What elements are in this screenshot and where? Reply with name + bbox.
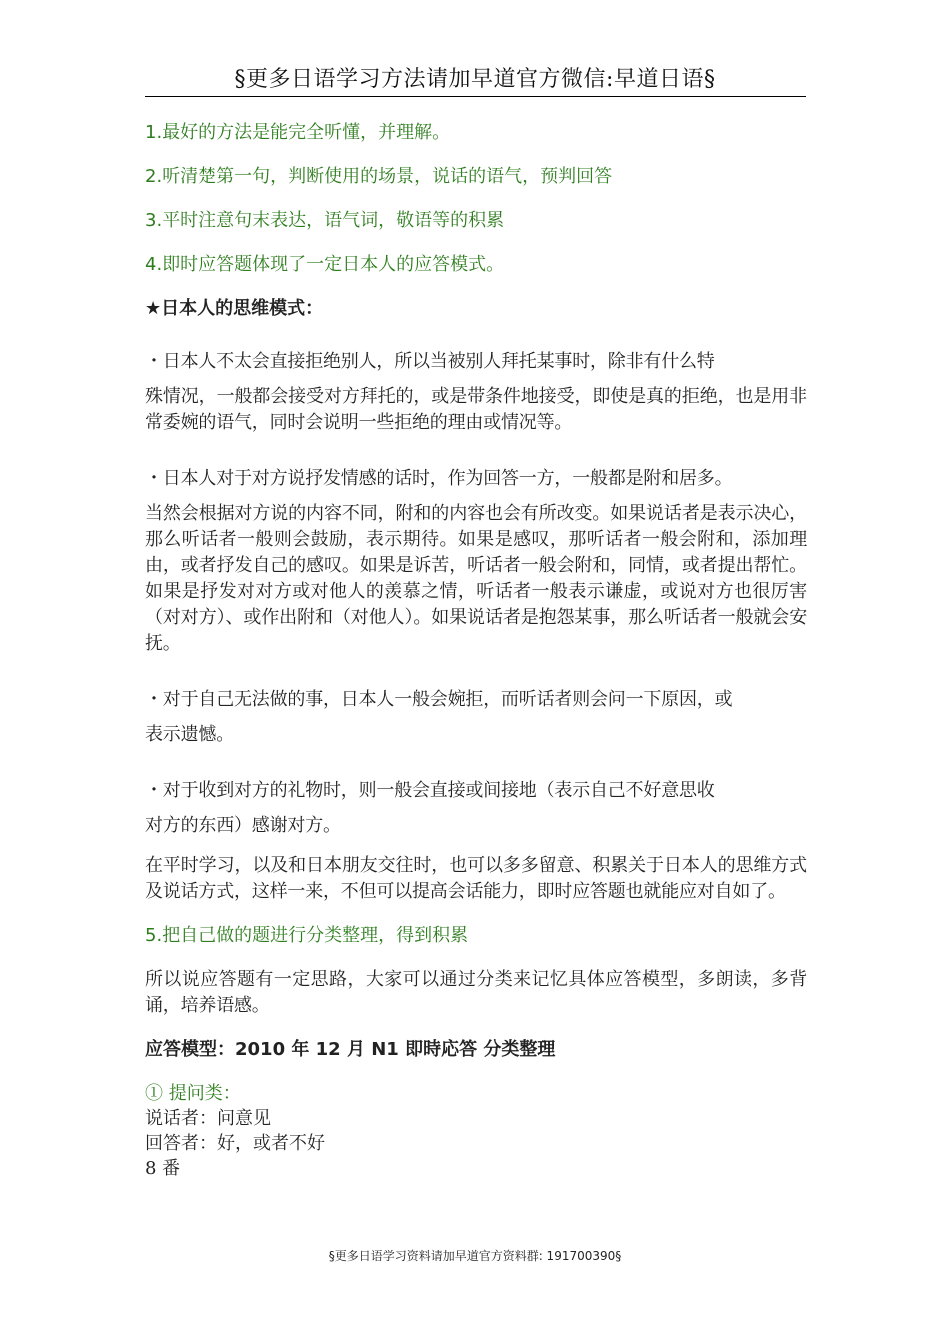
tip-text: 最好的方法是能完全听懂，并理解。	[162, 122, 451, 143]
tip-number: 2.	[145, 166, 163, 187]
tip-number: 1.	[145, 122, 163, 143]
tip-number: 5.	[145, 925, 163, 946]
model-item-number: 8 番	[145, 1158, 181, 1179]
tip-item	[145, 164, 807, 190]
model-speaker: 说话者：问意见	[145, 1108, 271, 1129]
page-header: §更多日语学习方法请加早道官方微信:早道日语§	[234, 67, 716, 92]
thinking-lead: ・日本人对于对方说抒发情感的话时，作为回答一方，一般都是附和居多。	[145, 468, 733, 489]
thinking-heading: ★日本人的思维模式：	[145, 298, 324, 319]
header-divider	[145, 96, 806, 97]
conclusion-text: 所以说应答题有一定思路，大家可以通过分类来记忆具体应答模型，多朗读，多背诵，培养语感。	[145, 969, 807, 1016]
thinking-text: 对方的东西）感谢对方。	[145, 815, 341, 836]
thinking-summary: 在平时学习，以及和日本朋友交往时，也可以多多留意、积累关于日本人的思维方式及说话方式，这样一来，不但可以提高会话能力，即时应答题也就能应对自如了。	[145, 855, 807, 902]
thinking-lead: ・日本人不太会直接拒绝别人，所以当被别人拜托某事时，除非有什么特	[145, 351, 715, 372]
tip-item	[145, 120, 807, 146]
page-footer: §更多日语学习资料请加早道官方资料群: 191700390§	[328, 1249, 622, 1263]
tip-item	[145, 923, 807, 949]
tip-text: 即时应答题体现了一定日本人的应答模式。	[162, 254, 505, 275]
thinking-lead: ・对于自己无法做的事，日本人一般会婉拒，而听话者则会问一下原因，或	[145, 689, 733, 710]
model-section	[145, 1081, 807, 1181]
tip-item	[145, 252, 807, 278]
tip-number: 3.	[145, 210, 163, 231]
thinking-text: 殊情况，一般都会接受对方拜托的，或是带条件地接受，即使是真的拒绝，也是用非常委婉的语气，同时会说明一些拒绝的理由或情况等。	[145, 386, 807, 433]
model-category: ① 提问类：	[145, 1083, 241, 1104]
thinking-paragraph	[145, 466, 807, 657]
thinking-text: 当然会根据对方说的内容不同，附和的内容也会有所改变。如果说话者是表示决心，那么听话者一般则会鼓励，表示期待。如果是感叹，那听话者一般会附和，添加理由，或者抒发自己的感叹。如果是诉苦，听话者一般会附和，同情，或者提出帮忙。如果是抒发对对方或对他人的羡慕之情，听话者一般表示谦虚，或说对方也很厉害（对对方）、或作出附和（对他人）。如果说话者是抱怨某事，那么听话者一般就会安抚。	[145, 503, 807, 654]
thinking-paragraph	[145, 687, 807, 748]
thinking-lead: ・对于收到对方的礼物时，则一般会直接或间接地（表示自己不好意思收	[145, 780, 715, 801]
thinking-paragraph	[145, 349, 807, 436]
tip-item	[145, 208, 807, 234]
tip-text: 平时注意句末表达，语气词，敬语等的积累	[162, 210, 505, 231]
thinking-text: 表示遗憾。	[145, 724, 234, 745]
main-content	[145, 120, 807, 1181]
tip-text: 听清楚第一句，判断使用的场景，说话的语气，预判回答	[162, 166, 613, 187]
model-title: 应答模型：2010 年 12 月 N1 即時応答 分类整理	[145, 1039, 556, 1060]
thinking-paragraph	[145, 778, 807, 839]
tip-text: 把自己做的题进行分类整理，得到积累	[162, 925, 469, 946]
model-answerer: 回答者：好，或者不好	[145, 1133, 325, 1154]
tip-number: 4.	[145, 254, 163, 275]
